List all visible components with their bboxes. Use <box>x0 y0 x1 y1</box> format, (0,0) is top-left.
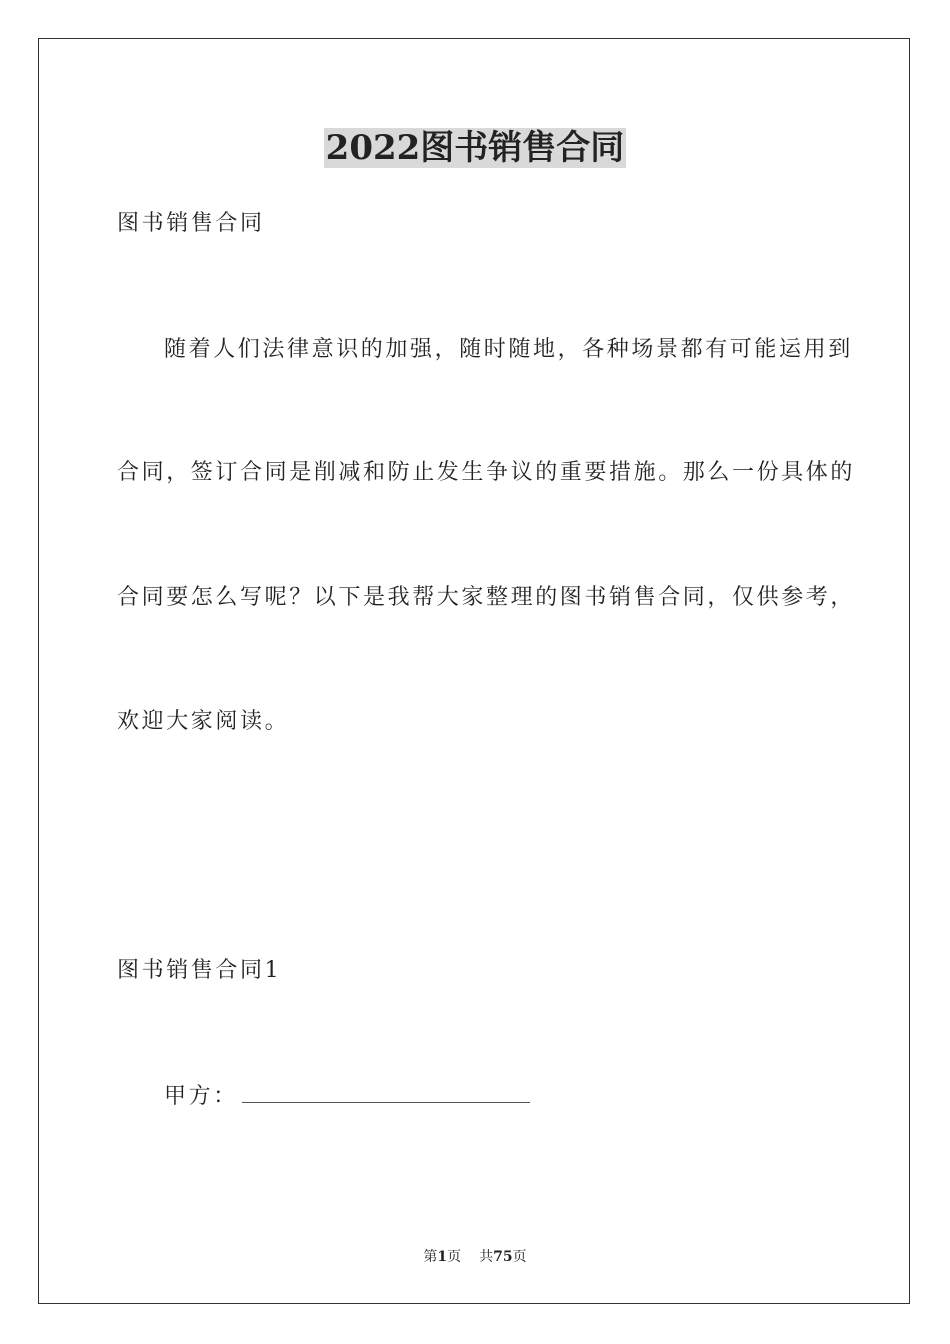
total-prefix: 共 <box>479 1249 494 1265</box>
party-a-label: 甲方： <box>164 1084 238 1109</box>
document-title-text: 2022图书销售合同 <box>325 128 625 168</box>
intro-line-4: 欢迎大家阅读。 <box>117 709 290 734</box>
document-subtitle: 图书销售合同 <box>117 211 265 236</box>
document-title <box>0 126 950 170</box>
party-a-row <box>164 1080 530 1113</box>
page-unit: 页 <box>447 1249 462 1265</box>
section-heading: 图书销售合同1 <box>117 958 282 983</box>
intro-line-3: 合同要怎么写呢？以下是我帮大家整理的图书销售合同，仅供参考， <box>117 585 856 610</box>
party-a-blank-field[interactable] <box>242 1080 530 1103</box>
page-total: 75 <box>493 1249 513 1265</box>
page-prefix: 第 <box>423 1249 438 1265</box>
intro-line-1: 随着人们法律意识的加强，随时随地，各种场景都有可能运用到 <box>164 337 853 362</box>
page-current: 1 <box>437 1249 448 1265</box>
intro-line-2: 合同，签订合同是削减和防止发生争议的重要措施。那么一份具体的 <box>117 460 856 485</box>
page-footer <box>0 1247 950 1267</box>
total-unit: 页 <box>512 1249 527 1265</box>
